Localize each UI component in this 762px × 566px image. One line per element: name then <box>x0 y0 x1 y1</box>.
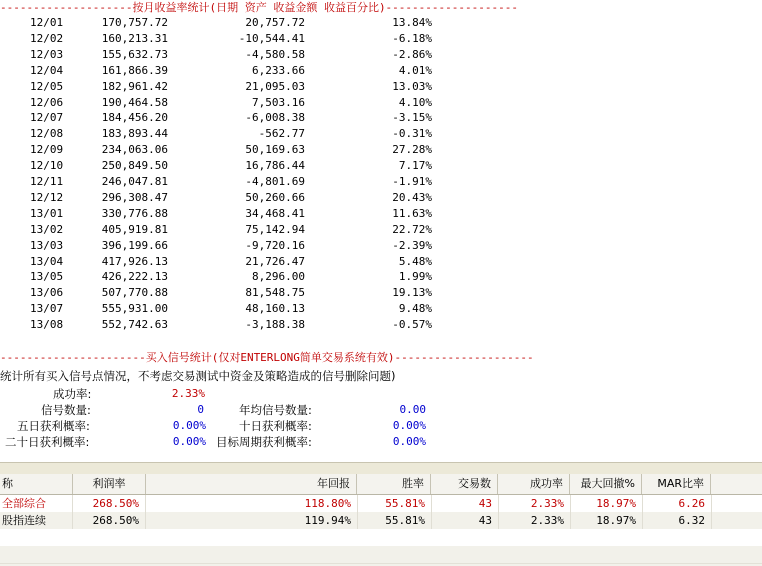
month-date: 13/05 <box>30 270 64 284</box>
row-trades: 43 <box>432 495 499 512</box>
success-rate-label: 成功率: <box>53 387 92 401</box>
row-annual: 118.80% <box>146 495 358 512</box>
month-percent: 4.01% <box>398 63 432 77</box>
month-asset: 183,893.44 <box>101 127 168 141</box>
ten-day-label: 十日获利概率: <box>239 419 312 433</box>
success-rate-value: 2.33% <box>171 387 205 400</box>
month-date: 13/01 <box>30 206 64 220</box>
row-annual: 119.94% <box>146 512 358 529</box>
month-date: 12/01 <box>30 16 64 29</box>
column-header-profit[interactable]: 利润率 <box>73 474 146 494</box>
row-success: 2.33% <box>499 495 571 512</box>
month-date: 12/02 <box>30 31 64 45</box>
monthly-row <box>0 269 440 285</box>
row-mar: 6.32 <box>643 512 712 529</box>
month-amount: 7,503.16 <box>252 95 305 109</box>
monthly-row <box>0 126 440 142</box>
empty-row <box>0 546 762 564</box>
month-amount: 48,160.13 <box>245 302 305 316</box>
month-date: 13/04 <box>30 254 64 268</box>
monthly-row <box>0 238 440 254</box>
month-asset: 330,776.88 <box>101 206 168 220</box>
row-profit: 268.50% <box>73 512 146 529</box>
month-amount: 34,468.41 <box>245 206 305 220</box>
monthly-section-header: --------------------按月收益率统计(日期 资产 收益金额 收益百分比)-------------------- <box>0 1 519 14</box>
monthly-row <box>0 63 440 79</box>
month-amount: 21,726.47 <box>245 254 305 268</box>
month-percent: -1.91% <box>392 175 432 188</box>
month-date: 12/07 <box>30 111 64 125</box>
month-amount: 81,548.75 <box>245 286 305 300</box>
row-drawdown: 18.97% <box>571 495 643 512</box>
monthly-row <box>0 222 440 238</box>
monthly-row <box>0 285 440 301</box>
monthly-row <box>0 174 440 190</box>
monthly-row <box>0 15 440 31</box>
month-amount: -3,188.38 <box>245 318 305 332</box>
month-date: 12/11 <box>30 175 64 188</box>
row-success: 2.33% <box>499 512 571 529</box>
month-asset: 396,199.66 <box>101 238 168 252</box>
twenty-day-label: 二十日获利概率: <box>5 435 90 449</box>
signal-count-value: 0 <box>197 403 204 416</box>
annual-signal-label: 年均信号数量: <box>239 403 312 417</box>
table-row[interactable] <box>0 512 762 529</box>
month-amount: -10,544.41 <box>238 31 305 45</box>
month-amount: -4,801.69 <box>245 175 305 188</box>
row-win: 55.81% <box>358 495 432 512</box>
month-amount: 6,233.66 <box>252 63 305 77</box>
month-asset: 161,866.39 <box>101 63 168 77</box>
month-percent: 20.43% <box>392 190 432 204</box>
month-percent: -2.39% <box>392 238 432 252</box>
monthly-row <box>0 79 440 95</box>
monthly-row <box>0 110 440 126</box>
column-header-drawdown[interactable]: 最大回撤% <box>571 474 642 494</box>
month-date: 12/04 <box>30 63 64 77</box>
five-day-value: 0.00% <box>172 419 206 432</box>
month-amount: 75,142.94 <box>245 222 305 236</box>
signal-section-header: ----------------------买入信号统计(仅对ENTERLONG简单交易系统有效)--------------------- <box>0 351 534 364</box>
month-percent: 13.03% <box>392 79 432 93</box>
row-drawdown: 18.97% <box>571 512 643 529</box>
month-asset: 184,456.20 <box>101 111 168 125</box>
month-asset: 552,742.63 <box>101 318 168 332</box>
monthly-row <box>0 190 440 206</box>
month-asset: 296,308.47 <box>101 190 168 204</box>
month-percent: 22.72% <box>392 222 432 236</box>
monthly-row <box>0 301 440 317</box>
row-trades: 43 <box>432 512 499 529</box>
month-date: 12/08 <box>30 127 64 141</box>
month-amount: -6,008.38 <box>245 111 305 125</box>
column-header-success[interactable]: 成功率 <box>499 474 570 494</box>
month-percent: 1.99% <box>398 270 432 284</box>
results-table <box>0 462 762 566</box>
column-header-mar[interactable]: MAR比率 <box>643 474 711 494</box>
month-date: 13/08 <box>30 318 64 332</box>
ten-day-value: 0.00% <box>392 419 426 432</box>
month-percent: 4.10% <box>398 95 432 109</box>
month-asset: 182,961.42 <box>101 79 168 93</box>
month-asset: 417,926.13 <box>101 254 168 268</box>
month-percent: -2.86% <box>392 47 432 61</box>
month-amount: 50,260.66 <box>245 190 305 204</box>
month-amount: 8,296.00 <box>252 270 305 284</box>
annual-signal-value: 0.00 <box>399 403 426 416</box>
month-date: 12/05 <box>30 79 64 93</box>
month-percent: 11.63% <box>392 206 432 220</box>
monthly-row <box>0 254 440 270</box>
monthly-row <box>0 31 440 47</box>
month-amount: -562.77 <box>258 127 305 141</box>
month-asset: 170,757.72 <box>101 16 168 29</box>
column-header-win[interactable]: 胜率 <box>358 474 431 494</box>
month-percent: 19.13% <box>392 286 432 300</box>
month-amount: 50,169.63 <box>245 143 305 157</box>
table-header <box>0 474 762 495</box>
column-header-trades[interactable]: 交易数 <box>432 474 498 494</box>
row-mar: 6.26 <box>643 495 712 512</box>
month-amount: -4,580.58 <box>245 47 305 61</box>
signal-count-label: 信号数量: <box>41 403 91 417</box>
monthly-row <box>0 95 440 111</box>
table-row[interactable] <box>0 495 762 512</box>
target-period-value: 0.00% <box>392 435 426 448</box>
month-asset: 555,931.00 <box>101 302 168 316</box>
month-percent: 5.48% <box>398 254 432 268</box>
month-date: 13/06 <box>30 286 64 300</box>
month-date: 12/10 <box>30 159 64 173</box>
month-asset: 246,047.81 <box>101 175 168 188</box>
month-date: 13/03 <box>30 238 64 252</box>
row-name: 全部综合 <box>0 495 73 512</box>
month-percent: -0.57% <box>392 318 432 332</box>
month-percent: -3.15% <box>392 111 432 125</box>
month-percent: 13.84% <box>392 16 432 29</box>
monthly-row <box>0 158 440 174</box>
month-percent: -6.18% <box>392 31 432 45</box>
five-day-label: 五日获利概率: <box>17 419 90 433</box>
month-percent: 7.17% <box>398 159 432 173</box>
month-asset: 405,919.81 <box>101 222 168 236</box>
empty-row <box>0 529 762 547</box>
month-date: 13/02 <box>30 222 64 236</box>
row-name: 股指连续 <box>0 512 73 529</box>
month-amount: 20,757.72 <box>245 16 305 29</box>
column-header-annual[interactable]: 年回报 <box>146 474 357 494</box>
month-amount: 16,786.44 <box>245 159 305 173</box>
monthly-row <box>0 47 440 63</box>
month-asset: 155,632.73 <box>101 47 168 61</box>
month-percent: -0.31% <box>392 127 432 141</box>
month-asset: 250,849.50 <box>101 159 168 173</box>
month-asset: 234,063.06 <box>101 143 168 157</box>
month-date: 12/09 <box>30 143 64 157</box>
month-asset: 190,464.58 <box>101 95 168 109</box>
month-date: 12/12 <box>30 190 64 204</box>
month-percent: 27.28% <box>392 143 432 157</box>
monthly-row <box>0 317 440 333</box>
twenty-day-value: 0.00% <box>172 435 206 448</box>
month-percent: 9.48% <box>398 302 432 316</box>
month-asset: 507,770.88 <box>101 286 168 300</box>
month-date: 13/07 <box>30 302 64 316</box>
month-date: 12/03 <box>30 47 64 61</box>
month-amount: -9,720.16 <box>245 238 305 252</box>
month-asset: 160,213.31 <box>101 31 168 45</box>
row-win: 55.81% <box>358 512 432 529</box>
target-period-label: 目标周期获利概率: <box>216 435 312 449</box>
column-header-name[interactable]: 称 <box>0 474 73 494</box>
row-profit: 268.50% <box>73 495 146 512</box>
month-date: 12/06 <box>30 95 64 109</box>
monthly-row <box>0 206 440 222</box>
monthly-row <box>0 142 440 158</box>
month-amount: 21,095.03 <box>245 79 305 93</box>
month-asset: 426,222.13 <box>101 270 168 284</box>
signal-note: 统计所有买入信号点情况，不考虑交易测试中资金及策略造成的信号删除问题) <box>0 369 396 383</box>
